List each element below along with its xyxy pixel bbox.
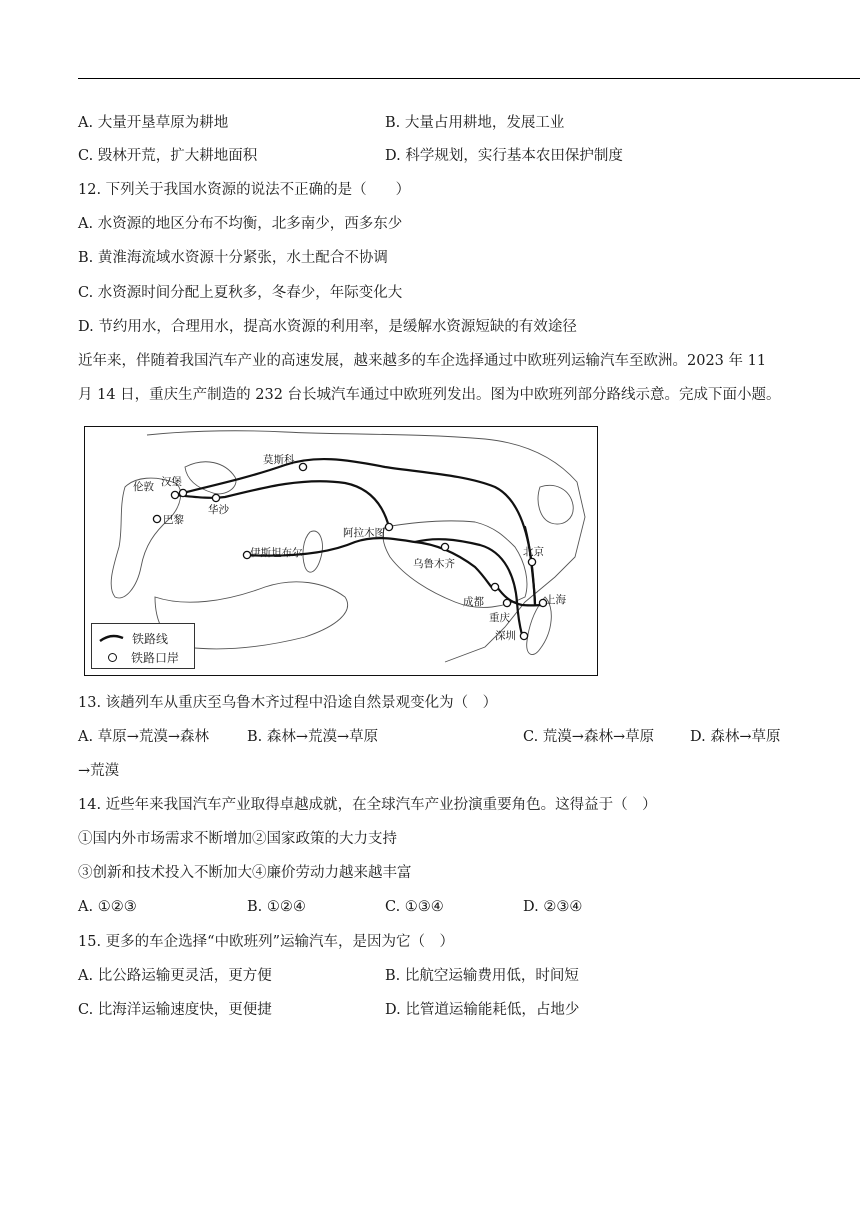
q13-option-c[interactable]: C. 荒漠→森林→草原: [523, 729, 655, 745]
header-rule: [78, 78, 860, 79]
q11-option-d[interactable]: D. 科学规划，实行基本农田保护制度: [385, 148, 623, 164]
city-marker-urumqi: [441, 543, 448, 550]
city-marker-almaty: [385, 523, 392, 530]
city-label-chengdu: 成都: [463, 596, 484, 608]
q13-stem: 13. 该趟列车从重庆至乌鲁木齐过程中沿途自然景观变化为（ ）: [78, 695, 498, 711]
q15-option-b[interactable]: B. 比航空运输费用低，时间短: [385, 968, 579, 984]
q13-option-d-continued: →荒漠: [78, 763, 120, 779]
railway-beijing-shanghai: [525, 527, 535, 605]
q15-option-a[interactable]: A. 比公路运输更灵活，更方便: [78, 968, 272, 984]
passage-line-1: 近年来，伴随着我国汽车产业的高速发展，越来越多的车企选择通过中欧班列运输汽车至欧洲。2023 年 11: [78, 353, 767, 369]
q12-option-a[interactable]: A. 水资源的地区分布不均衡，北多南少，西多东少: [78, 216, 403, 232]
city-marker-london: [171, 491, 178, 498]
legend-railway: [98, 629, 168, 647]
q14-option-d[interactable]: D. ②③④: [523, 899, 583, 915]
q11-option-a[interactable]: A. 大量开垦草原为耕地: [78, 115, 229, 131]
city-label-urumqi: 乌鲁木齐: [413, 558, 455, 570]
city-label-shenzhen: 深圳: [495, 630, 516, 642]
city-marker-warsaw: [212, 494, 219, 501]
city-marker-beijing: [528, 558, 535, 565]
city-label-london: 伦敦: [133, 481, 154, 493]
q12-option-c[interactable]: C. 水资源时间分配上夏秋多，冬春少，年际变化大: [78, 285, 403, 301]
railway-lines: [175, 459, 545, 635]
q14-option-c[interactable]: C. ①③④: [385, 899, 444, 915]
q13-option-b[interactable]: B. 森林→荒漠→草原: [247, 729, 379, 745]
city-label-istanbul: 伊斯坦布尔: [250, 547, 303, 559]
city-label-warsaw: 华沙: [208, 504, 229, 516]
q14-stem: 14. 近些年来我国汽车产业取得卓越成就，在全球汽车产业扮演重要角色。这得益于（ ）: [78, 797, 657, 813]
city-label-hamburg: 汉堡: [161, 476, 182, 488]
q11-option-b[interactable]: B. 大量占用耕地，发展工业: [385, 115, 565, 131]
q12-stem: 12. 下列关于我国水资源的说法不正确的是（ ）: [78, 182, 411, 198]
city-marker-chongqing: [503, 599, 510, 606]
q13-option-a[interactable]: A. 草原→荒漠→森林: [78, 729, 209, 745]
legend-port: [98, 648, 179, 666]
q12-option-d[interactable]: D. 节约用水，合理用水，提高水资源的利用率，是缓解水资源短缺的有效途径: [78, 319, 577, 335]
legend-port-label: 铁路口岸: [131, 650, 180, 665]
passage-line-2: 月 14 日，重庆生产制造的 232 台长城汽车通过中欧班列发出。图为中欧班列部分路线示意。完成下面小题。: [78, 387, 781, 403]
city-marker-hamburg: [179, 489, 186, 496]
q15-stem: 15. 更多的车企选择“中欧班列”运输汽车，是因为它（ ）: [78, 934, 454, 950]
city-label-shanghai: 上海: [545, 594, 566, 606]
q12-option-b[interactable]: B. 黄淮海流域水资源十分紧张，水土配合不协调: [78, 250, 388, 266]
legend-railway-label: 铁路线: [132, 631, 169, 646]
city-label-beijing: 北京: [523, 546, 544, 558]
q14-statement-1: ①国内外市场需求不断增加②国家政策的大力支持: [78, 831, 397, 847]
city-marker-paris: [153, 515, 160, 522]
city-label-almaty: 阿拉木图: [343, 527, 385, 539]
map-legend: [91, 623, 195, 669]
q14-option-a[interactable]: A. ①②③: [78, 899, 137, 915]
city-marker-shenzhen: [520, 632, 527, 639]
city-markers: [153, 463, 546, 639]
q14-option-b[interactable]: B. ①②④: [247, 899, 306, 915]
q15-option-d[interactable]: D. 比管道运输能耗低，占地少: [385, 1002, 580, 1018]
q11-option-c[interactable]: C. 毁林开荒，扩大耕地面积: [78, 148, 258, 164]
city-label-chongqing: 重庆: [489, 612, 510, 624]
rail-route-map: [84, 426, 598, 676]
q14-statement-2: ③创新和技术投入不断加大④廉价劳动力越来越丰富: [78, 865, 412, 881]
rail-port-icon: [108, 653, 117, 662]
city-label-moscow: 莫斯科: [263, 454, 295, 466]
western-europe-outline: [111, 478, 181, 598]
northeast-asia-outline: [538, 485, 573, 524]
scandinavia-outline: [185, 462, 236, 494]
city-marker-chengdu: [491, 583, 498, 590]
city-marker-moscow: [299, 463, 306, 470]
q13-option-d[interactable]: D. 森林→草原: [690, 729, 781, 745]
q15-option-c[interactable]: C. 比海洋运输速度快，更便捷: [78, 1002, 272, 1018]
city-label-paris: 巴黎: [163, 514, 184, 526]
railway-line-icon: [98, 633, 124, 643]
